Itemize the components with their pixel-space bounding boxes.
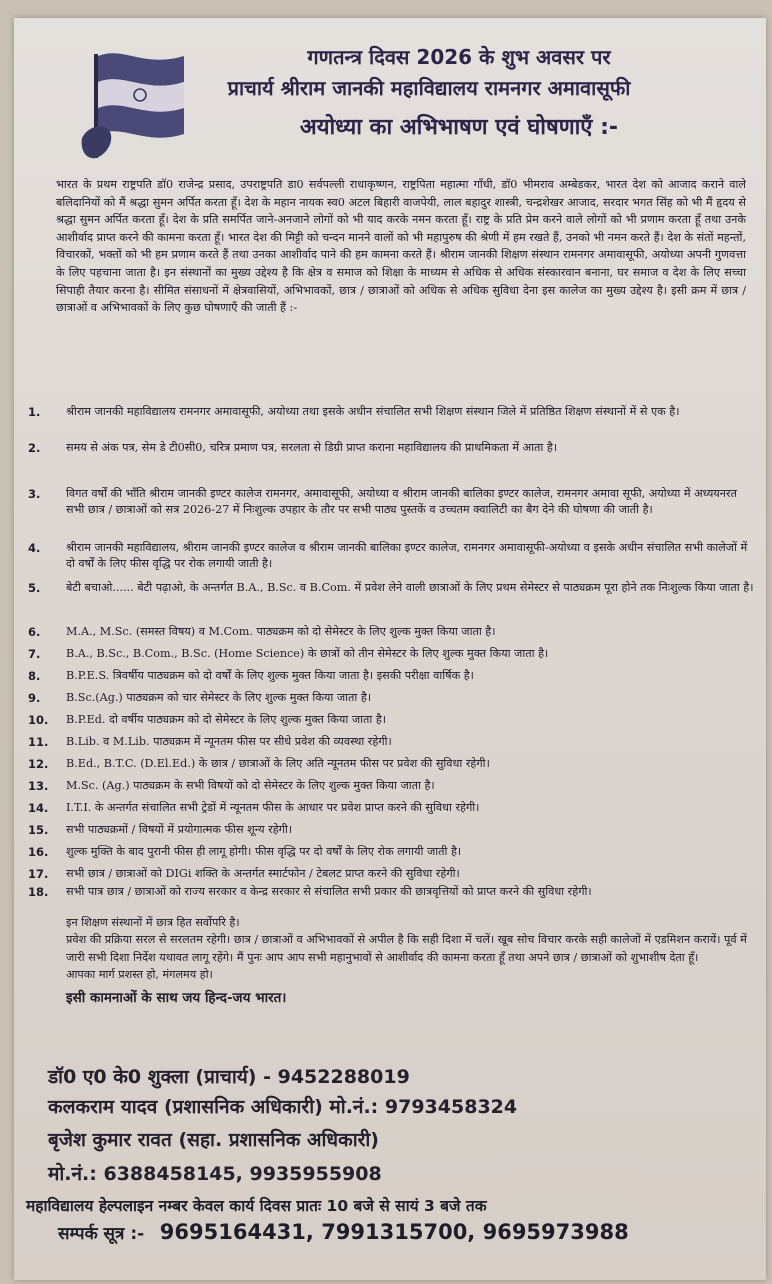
closing-line-1: इन शिक्षण संस्थानों में छात्र हित सर्वोपरि है। <box>66 916 240 929</box>
list-item <box>28 486 758 518</box>
list-item <box>28 734 758 750</box>
item-text: B.A., B.Sc., B.Com., B.Sc. (Home Science) के छात्रों को तीन सेमेस्टर के लिए शुल्क मुक्त किया जाता है। <box>66 647 549 660</box>
contact-numbers: 9695164431, 7991315700, 9695973988 <box>159 1220 629 1244</box>
notice-paper <box>14 18 766 1280</box>
list-item <box>28 540 758 572</box>
intro-paragraph: भारत के प्रथम राष्ट्रपति डॉ0 राजेन्द्र प्रसाद, उपराष्ट्रपति डा0 सर्वपल्ली राधाकृष्णन, राष्ट्रपिता महात्मा गाँधी, डॉ0 भीमराव अम्बेडकर, भारत देश को आजाद कराने वाले बलिदानियों को मैं श्रद्धा सुमन अर्पित करता हूँ। देश के महान नायक स्व0 अटल बिहारी वाजपेयी, लाल बहादुर शास्त्री, चन्द्रशेखर आजाद, सरदार भगत सिंह को भी मैं हृदय से श्रद्धा सुमन अर्पित करता हूँ। देश के प्रति समर्पित जाने-अनजाने लोगों को भी याद करके नमन करता हूँ। राष्ट्र के प्रति प्रेम करने वाले लोगों को भी प्रणाम करता हूँ तथा उनके आशीर्वाद प्राप्त करने की कामना करता हूँ। भारत देश की मिट्टी को चन्दन मानने वालों को भी महापुरुष की श्रेणी में हम रखते हैं, उनको भी नमन करते हैं। देश के संतों महन्तों, विचारकों, भक्तों को भी हम प्रणाम करते हैं तथा उनका आशीर्वाद पाने की हम कामना करते हैं। श्रीराम जानकी शिक्षण संस्थान रामनगर अमावासूफी, अयोध्या अपनी गुणवत्ता के लिए पहचाना जाता है। इन संस्थानों का मुख्य उद्देश्य है कि क्षेत्र व समाज को शिक्षा के माध्यम से अधिक से अधिक संस्कारवान बनाना, घर समाज व देश के लिए सच्चा सिपाही तैयार करना है। सीमित संसाधनों में क्षेत्रवासियों, अभिभावकों, छात्र / छात्राओं को अधिक से अधिक सुविधा देना इस कालेज का मुख्य उद्देश्य है। इसी क्रम में छात्र / छात्राओं व अभिभावकों के लिए कुछ घोषणाएँ की जाती हैं :- <box>56 178 746 315</box>
item-number: 3. <box>28 487 41 501</box>
item-text: समय से अंक पत्र, सेम डे टी0सी0, चरित्र प्रमाण पत्र, सरलता से डिग्री प्राप्त कराना महाविद्यालय की प्राथमिकता में आता है। <box>66 441 558 454</box>
asst-admin-officer-phone: मो.नं.: 6388458145, 9935955908 <box>48 1163 382 1185</box>
item-text: M.Sc. (Ag.) पाठ्यक्रम के सभी विषयों को दो सेमेस्टर के लिए शुल्क मुक्त किया जाता है। <box>66 779 435 792</box>
item-number: 2. <box>28 441 41 455</box>
closing-section <box>66 914 756 1007</box>
item-number: 15. <box>28 823 49 837</box>
list-item <box>28 580 758 596</box>
item-text: B.P.E.S. त्रिवर्षीय पाठ्यक्रम को दो वर्षों के लिए शुल्क मुक्त किया जाता है। इसकी परीक्षा वार्षिक है। <box>66 669 474 682</box>
item-number: 7. <box>28 647 41 661</box>
item-number: 16. <box>28 845 49 859</box>
admin-officer-signature: कलकराम यादव (प्रशासनिक अधिकारी) मो.नं.: 9793458324 <box>48 1096 518 1118</box>
closing-blessing: आपका मार्ग प्रशस्त हो, मंगलमय हो। <box>66 968 213 982</box>
item-text: शुल्क मुक्ति के बाद पुरानी फीस ही लागू होगी। फीस वृद्धि पर दो वर्षों के लिए रोक लगायी जाती है। <box>66 845 462 858</box>
item-number: 11. <box>28 735 49 749</box>
item-text: सभी छात्र / छात्राओं को DIGi शक्ति के अन्तर्गत स्मार्टफोन / टेबलट प्राप्त करने की सुविधा रहेगी। <box>66 867 460 880</box>
list-item <box>28 778 758 794</box>
list-item <box>28 800 758 816</box>
item-number: 4. <box>28 541 41 555</box>
item-text: विगत वर्षों की भाँति श्रीराम जानकी इण्टर कालेज रामनगर, अमावासूफी, अयोध्या व श्रीराम जानकी बालिका इण्टर कालेज, रामनगर अमावा सूफी, अयोध्या में अध्ययनरत सभी छात्र / छात्राओं को सत्र 2026-27 में निःशुल्क उपहार के तौर पर सभी पाठ्य पुस्तकें व उच्चतम क्वालिटी का बैग देने की घोषणा की जाती है। <box>66 487 737 516</box>
list-item <box>28 844 758 860</box>
closing-paragraph: प्रवेश की प्रक्रिया सरल से सरलतम रहेगी। छात्र / छात्राओं व अभिभावकों से अपील है कि सही दिशा में चलें। खूब सोच विचार करके सही कालेजों में एडमिशन करायें। पूर्व में जारी सभी दिशा निर्देश यथावत लागू रहेंगे। मैं पुनः आप आप सभी महानुभावों से आशीर्वाद की कामना करता हूँ तथा अपने छात्र / छात्राओं को शुभाशीष देता हूँ। <box>66 933 747 964</box>
list-item <box>28 884 758 900</box>
item-text: सभी पाठ्यक्रमों / विषयों में प्रयोगात्मक फीस शून्य रहेगी। <box>66 823 293 836</box>
notice-header <box>164 42 754 146</box>
principal-signature: डॉ0 ए0 के0 शुक्ला (प्राचार्य) - 9452288019 <box>48 1066 410 1088</box>
asst-admin-officer-signature: बृजेश कुमार रावत (सहा. प्रशासनिक अधिकारी) <box>48 1129 379 1151</box>
list-item <box>28 404 758 420</box>
list-item <box>28 756 758 772</box>
item-text: I.T.I. के अन्तर्गत संचालित सभी ट्रेडों में न्यूनतम फीस के आधार पर प्रवेश प्राप्त करने की सुविधा रहेगी। <box>66 801 480 814</box>
header-college: प्राचार्य श्रीराम जानकी महाविद्यालय रामनगर अमावासूफी <box>227 76 631 100</box>
header-occasion: गणतन्त्र दिवस 2026 के शुभ अवसर पर <box>307 45 611 69</box>
item-number: 6. <box>28 625 41 639</box>
item-number: 13. <box>28 779 49 793</box>
contact-line <box>58 1220 758 1244</box>
item-number: 18. <box>28 885 49 899</box>
header-title: अयोध्या का अभिभाषण एवं घोषणाएँ :- <box>299 115 619 140</box>
closing-jai-hind: इसी कामनाओं के साथ जय हिन्द-जय भारत। <box>66 989 287 1006</box>
list-item <box>28 646 758 662</box>
item-text: B.P.Ed. दो वर्षीय पाठ्यक्रम को दो सेमेस्टर के लिए शुल्क मुक्त किया जाता है। <box>66 713 387 726</box>
helpline-note: महाविद्यालय हेल्पलाइन नम्बर केवल कार्य दिवस प्रातः 10 बजे से सायं 3 बजे तक <box>26 1197 487 1215</box>
item-number: 9. <box>28 691 41 705</box>
list-item <box>28 668 758 684</box>
item-number: 17. <box>28 867 49 881</box>
item-number: 8. <box>28 669 41 683</box>
item-text: श्रीराम जानकी महाविद्यालय रामनगर अमावासूफी, अयोध्या तथा इसके अधीन संचालित सभी शिक्षण संस्थान जिले में प्रतिष्ठित शिक्षण संस्थानों में से एक है। <box>66 405 680 418</box>
list-item <box>28 440 758 456</box>
list-item <box>28 690 758 706</box>
list-item <box>28 866 758 882</box>
list-item <box>28 712 758 728</box>
item-number: 12. <box>28 757 49 771</box>
item-number: 10. <box>28 713 49 727</box>
list-item <box>28 624 758 640</box>
item-number: 5. <box>28 581 41 595</box>
item-text: B.Lib. व M.Lib. पाठ्यक्रम में न्यूनतम फीस पर सीधे प्रवेश की व्यवस्था रहेगी। <box>66 735 392 748</box>
item-text: श्रीराम जानकी महाविद्यालय, श्रीराम जानकी इण्टर कालेज व श्रीराम जानकी बालिका इण्टर कालेज, रामनगर अमावासूफी-अयोध्या व इसके अधीन संचालित सभी कालेजों में दो वर्षों के लिए फीस वृद्धि पर रोक लगायी जाती है। <box>66 541 748 570</box>
item-text: B.Ed., B.T.C. (D.El.Ed.) के छात्र / छात्राओं के लिए अति न्यूनतम फीस पर प्रवेश की सुविधा रहेगी। <box>66 757 490 770</box>
item-text: बेटी बचाओ...... बेटी पढ़ाओ, के अन्तर्गत B.A., B.Sc. व B.Com. में प्रवेश लेने वाली छात्राओं के लिए प्रथम सेमेस्टर से पाठ्यक्रम पूरा होने तक निःशुल्क किया जाता है। <box>66 581 754 594</box>
item-text: M.A., M.Sc. (समस्त विषय) व M.Com. पाठ्यक्रम को दो सेमेस्टर के लिए शुल्क मुक्त किया जाता है। <box>66 625 496 638</box>
item-number: 14. <box>28 801 49 815</box>
item-text: सभी पात्र छात्र / छात्राओं को राज्य सरकार व केन्द्र सरकार से संचालित सभी प्रकार की छात्रवृत्तियों को प्राप्त करने की सुविधा रहेगी। <box>66 885 592 898</box>
list-item <box>28 822 758 838</box>
contact-label: सम्पर्क सूत्र :- <box>58 1224 145 1244</box>
item-text: B.Sc.(Ag.) पाठ्यक्रम को चार सेमेस्टर के लिए शुल्क मुक्त किया जाता है। <box>66 691 372 704</box>
item-number: 1. <box>28 405 41 419</box>
